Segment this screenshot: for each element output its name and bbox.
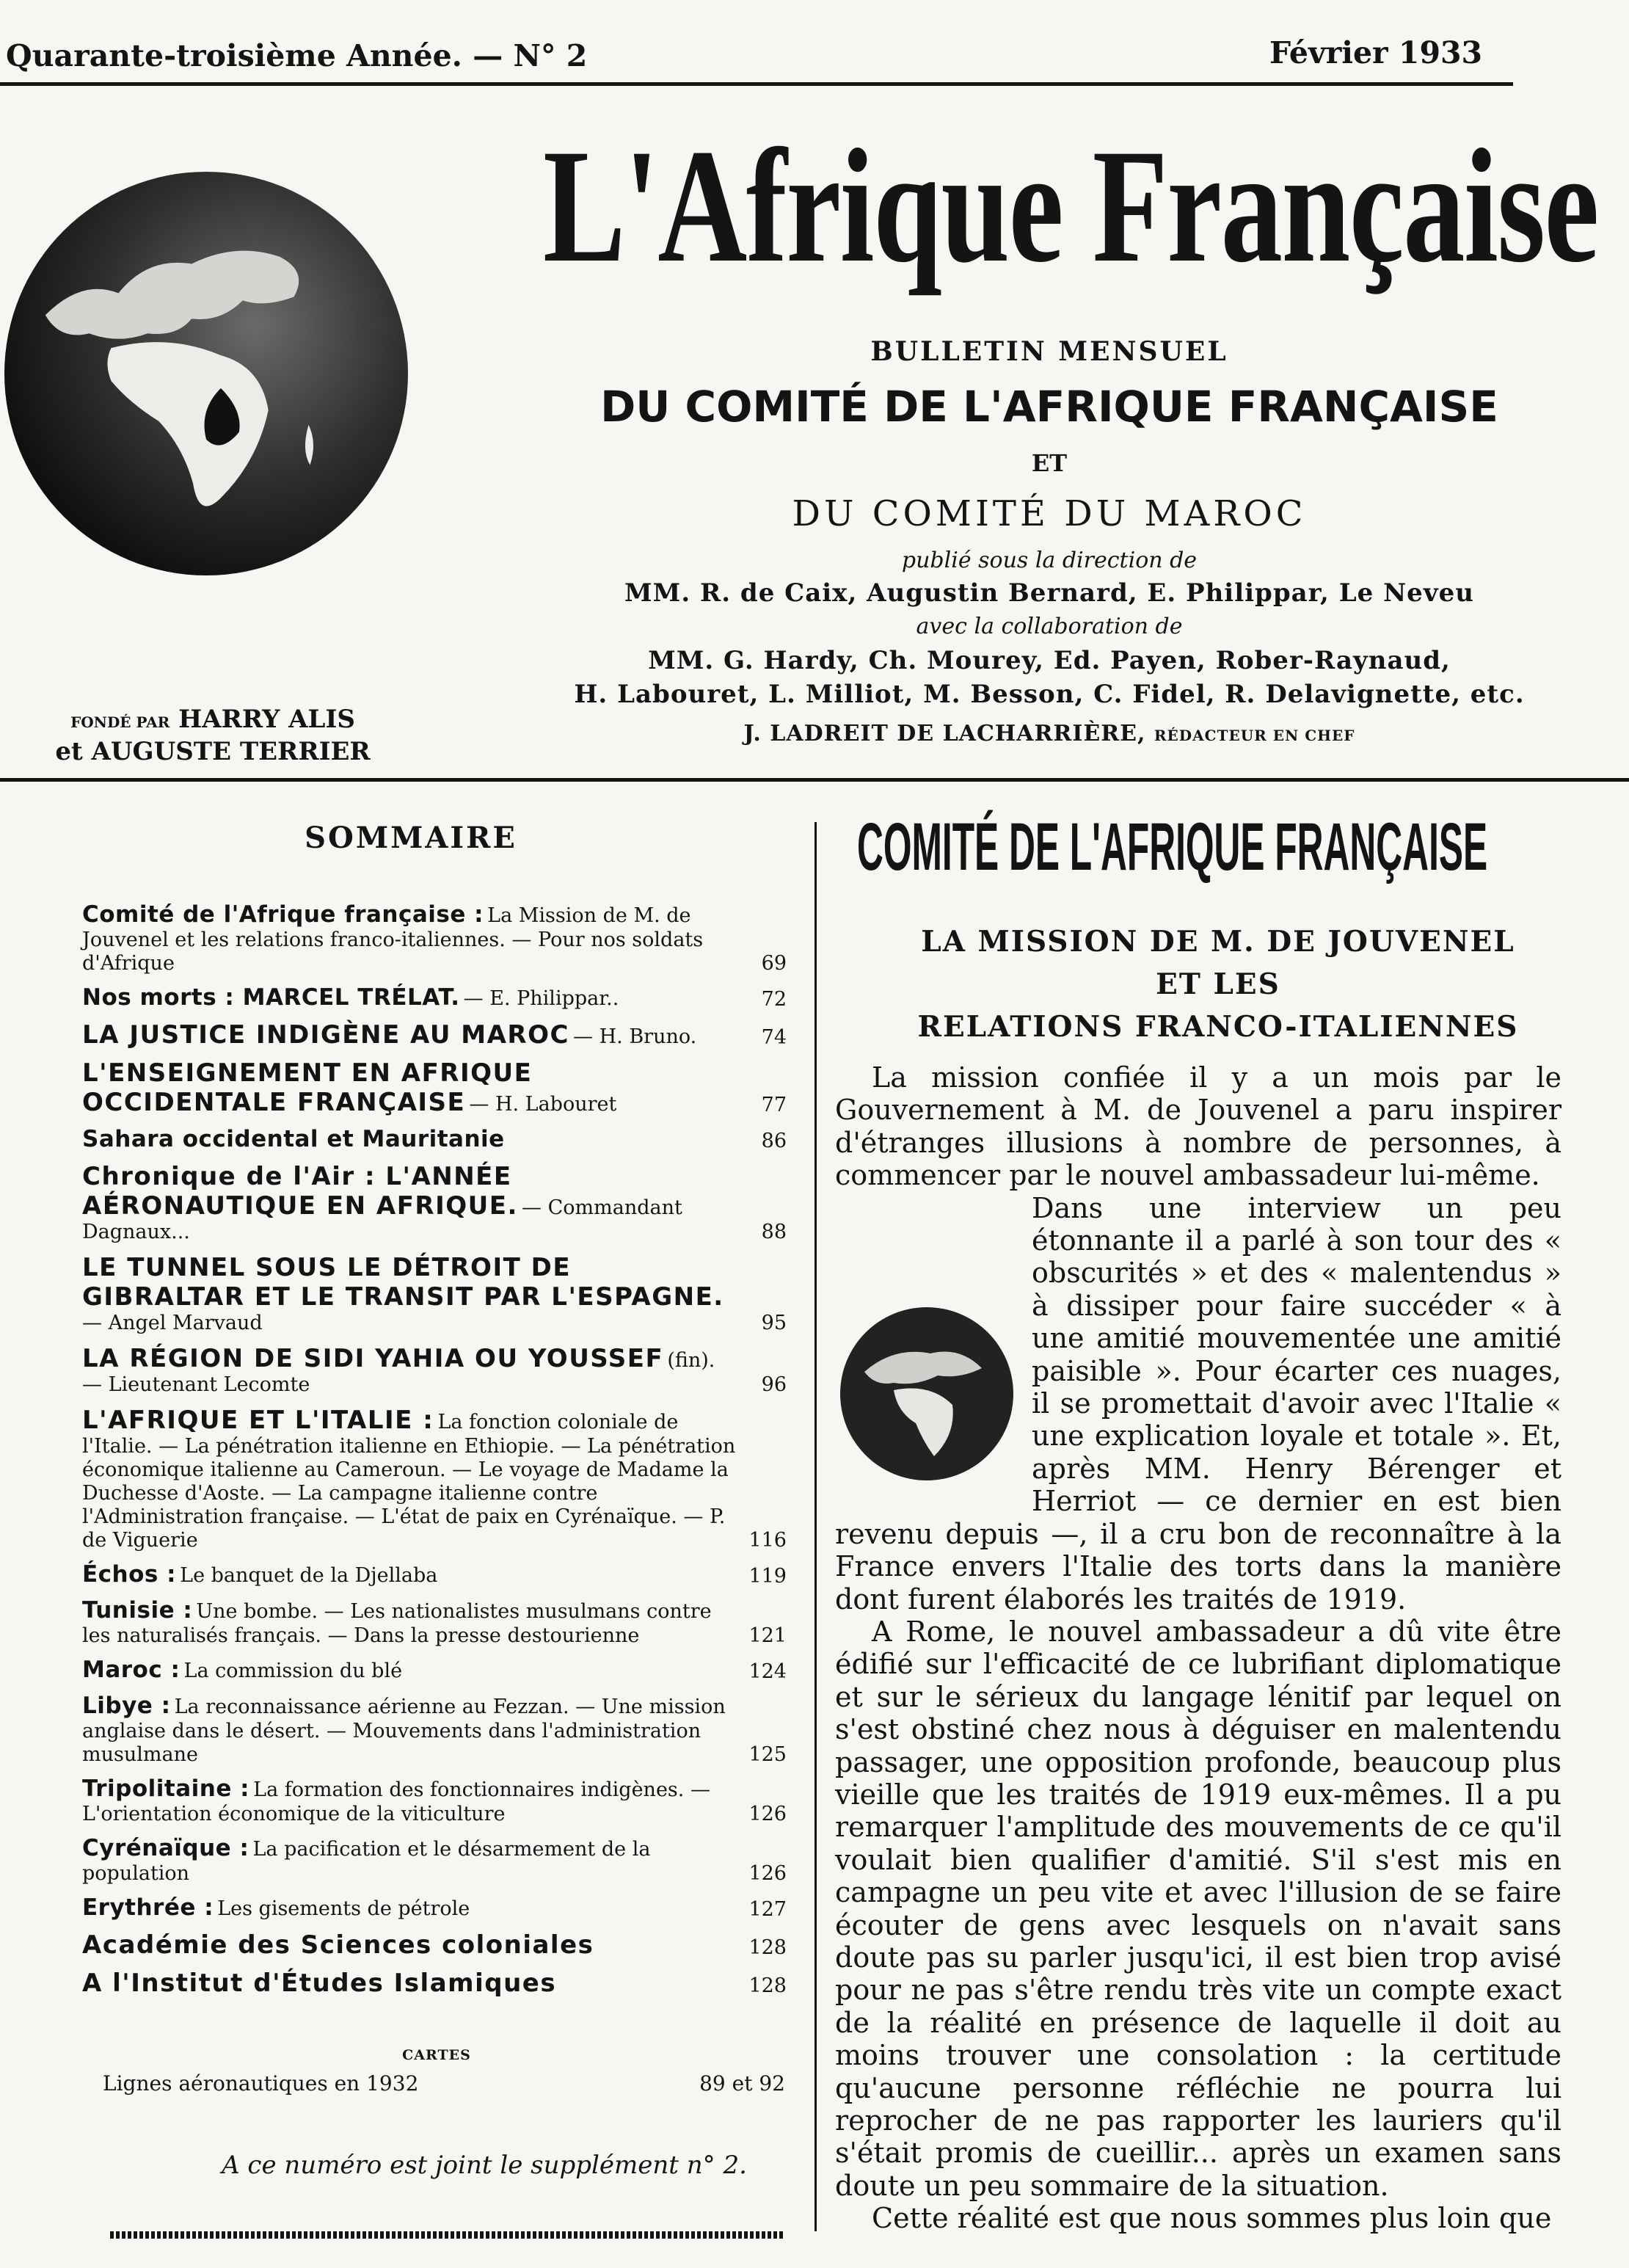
sommaire-entry-title: L'AFRIQUE ET L'ITALIE :: [82, 1406, 434, 1435]
sommaire-entry: [82, 901, 787, 975]
sommaire-entry-text: [82, 1775, 740, 1826]
sommaire-entry-page: 121: [748, 1624, 787, 1647]
cartes-pages: 89 et 92: [699, 2071, 785, 2096]
bulletin-subtitle: BULLETIN MENSUEL: [870, 336, 1228, 367]
sommaire-entry: [82, 1657, 787, 1684]
sommaire-entry: [82, 984, 787, 1011]
sommaire-entry-title: A l'Institut d'Études Islamiques: [82, 1969, 557, 1998]
collaborators-line-1: MM. G. Hardy, Ch. Mourey, Ed. Payen, Rober-Raynaud,: [648, 646, 1451, 675]
sommaire-entry-page: 124: [748, 1660, 787, 1683]
sommaire-entry-text: [82, 1597, 740, 1648]
sommaire-entry-text: [82, 1126, 740, 1153]
small-globe-illustration: [835, 1302, 1018, 1486]
sommaire-entry-description: — E. Philippar..: [463, 987, 619, 1010]
editor-line: [558, 721, 1541, 746]
sommaire-entry-text: [82, 1344, 740, 1397]
sommaire-entry-page: 88: [761, 1221, 787, 1243]
sommaire-entry-title: Chronique de l'Air : L'ANNÉE AÉRONAUTIQUE EN AFRIQUE.: [82, 1162, 518, 1221]
sommaire-entry-description: La commission du blé: [183, 1660, 403, 1682]
article-paragraph: [835, 1061, 1561, 1192]
sommaire-entry-title: L'ENSEIGNEMENT EN AFRIQUE OCCIDENTALE FRANÇAISE: [82, 1058, 533, 1117]
sommaire-entry-text: [82, 901, 740, 975]
sommaire-entry-text: [82, 1969, 740, 1998]
sommaire-entry-title: Libye :: [82, 1693, 171, 1719]
sommaire-entry-text: [82, 984, 740, 1011]
sommaire-entry-description: — Commandant Dagnaux...: [82, 1196, 682, 1243]
sommaire-entry-page: 74: [761, 1026, 787, 1049]
sommaire-entry-title: Tunisie :: [82, 1597, 193, 1624]
sommaire-entry-page: 128: [748, 1974, 787, 1997]
sommaire-entry: [82, 1058, 787, 1117]
sommaire-entry-description: (fin). — Lieutenant Lecomte: [82, 1349, 715, 1396]
sommaire-entry-page: 95: [761, 1312, 787, 1334]
sommaire-entry: [82, 1162, 787, 1244]
globe-illustration: [1, 169, 411, 578]
sommaire-title: SOMMAIRE: [305, 821, 517, 855]
sommaire-entry-page: 69: [761, 952, 787, 975]
sommaire-entry-page: 86: [761, 1130, 787, 1152]
sommaire-entry-text: [82, 1058, 740, 1117]
sommaire-entry-description: — H. Bruno.: [573, 1025, 697, 1048]
directors-line: MM. R. de Caix, Augustin Bernard, E. Philippar, Le Neveu: [624, 578, 1474, 608]
sommaire-entry-description: La fonction coloniale de l'Italie. — La pénétration italienne en Ethiopie. — La pénétration économique italienne au Cameroun. — Le voyage de Madame la Duchesse d'Aoste. — La campagne italienne contre l'Administration française. — L'état de paix en Cyrénaïque. — P. de Viguerie: [82, 1411, 736, 1552]
founded-prefix: FONDÉ PAR: [70, 713, 170, 731]
sommaire-entry-title: Maroc :: [82, 1657, 181, 1683]
editor-role: RÉDACTEUR EN CHEF: [1154, 727, 1355, 744]
masthead-rule: [0, 778, 1629, 782]
sommaire-list: [82, 901, 787, 2007]
sommaire-entry-page: 72: [761, 988, 787, 1011]
sommaire-entry-title: LA RÉGION DE SIDI YAHIA OU YOUSSEF: [82, 1344, 664, 1373]
sommaire-entry-description: La pacification et le désarmement de la population: [82, 1838, 651, 1885]
supplement-note: A ce numéro est joint le supplément n° 2.: [222, 2151, 747, 2180]
sommaire-entry-text: [82, 1162, 740, 1244]
issue-number: Quarante-troisième Année. — N° 2: [6, 38, 588, 73]
issue-date: Février 1933: [1269, 35, 1483, 70]
editor-name: J. LADREIT DE LACHARRIÈRE,: [743, 721, 1146, 746]
cartes-text: Lignes aéronautiques en 1932: [103, 2071, 419, 2096]
founders-line-2: et AUGUSTE TERRIER: [55, 737, 371, 766]
cartes-entry: [103, 2071, 785, 2096]
article-heading-3: RELATIONS FRANCO-ITALIENNES: [917, 1010, 1519, 1044]
section-title: COMITÉ DE L'AFRIQUE FRANÇAISE: [857, 810, 1488, 884]
collaborators-line-2: H. Labouret, L. Milliot, M. Besson, C. Fidel, R. Delavignette, etc.: [574, 680, 1525, 709]
sommaire-entry-description: Les gisements de pétrole: [217, 1897, 470, 1920]
sommaire-entry-title: Échos :: [82, 1561, 177, 1588]
sommaire-entry-text: [82, 1835, 740, 1886]
sommaire-entry-page: 96: [761, 1373, 787, 1396]
committee-afrique: DU COMITÉ DE L'AFRIQUE FRANÇAISE: [600, 382, 1498, 432]
sommaire-entry-title: Erythrée :: [82, 1894, 214, 1921]
sommaire-entry: [82, 1020, 787, 1050]
article-paragraph-continued: Dans une interview un peu étonnante il a parlé à son tour des « obscurités » et des « malentendus » à dissiper pour faire succéder « à une amitié mouvementée une amitié paisible ». Pour écarter ces nuages, il se promettait d'avoir avec l'Italie « une explication loyale et totale ». Et, après MM. Henry Bérenger et Herriot — ce dernier en est bien revenu depuis —, il a cru bon de reconnaître à la France envers l'Italie des torts dans la manière dont furent élaborés les traités de 1919.: [835, 1191, 1561, 1615]
sommaire-entry: [82, 1693, 787, 1767]
sommaire-entry-description: — Angel Marvaud: [82, 1312, 263, 1334]
bottom-rule: [110, 2231, 785, 2239]
sommaire-entry: [82, 1344, 787, 1397]
sommaire-entry-description: La Mission de M. de Jouvenel et les relations franco-italiennes. — Pour nos soldats d'Afrique: [82, 904, 704, 975]
sommaire-entry-page: 126: [748, 1862, 787, 1885]
sommaire-entry-description: La reconnaissance aérienne au Fezzan. — Une mission anglaise dans le désert. — Mouvements dans l'administration musulmane: [82, 1695, 726, 1766]
sommaire-entry-description: La formation des fonctionnaires indigènes. — L'orientation économique de la viticulture: [82, 1778, 710, 1825]
sommaire-entry-text: [82, 1657, 740, 1684]
article-heading-1: LA MISSION DE M. DE JOUVENEL: [921, 925, 1515, 959]
sommaire-entry-description: Le banquet de la Djellaba: [180, 1564, 438, 1587]
sommaire-entry-title: Tripolitaine :: [82, 1775, 250, 1802]
sommaire-entry-text: [82, 1693, 740, 1767]
sommaire-entry-page: 125: [748, 1743, 787, 1766]
top-rule: [0, 82, 1513, 86]
article-paragraph: A Rome, le nouvel ambassadeur a dû vite être édifié sur l'efficacité de ce lubrifiant diplomatique et sur le sérieux du langage lénitif par lequel on s'est obstiné chez nous à déguiser en malentendu passager, une opposition profonde, beaucoup plus vieille que les traités de 1919 eux-mêmes. Il a pu remarquer l'amplitude des mouvements de ce qu'il voulait bien qualifier d'amitié. S'il s'est mis en campagne un peu vite et avec l'illusion de se faire écouter de gens avec lesquels on n'avait sans doute pas su parler jusqu'ici, il est bien trop avisé pour ne pas s'être rendu très vite un compte exact de la réalité en présence de laquelle il doit au moins trouver une consolation : la certitude qu'aucune personne réfléchie ne pourra lui reprocher de ne pas rapporter les lauriers qu'il s'était promis de cueillir... après un examen sans doute un peu sommaire de la situation.: [835, 1615, 1561, 2202]
sommaire-entry-title: LA JUSTICE INDIGÈNE AU MAROC: [82, 1020, 569, 1050]
sommaire-entry-page: 127: [748, 1898, 787, 1921]
cartes-label: CARTES: [402, 2047, 471, 2063]
sommaire-entry: [82, 1930, 787, 1960]
committee-maroc: DU COMITÉ DU MAROC: [792, 493, 1307, 534]
article-heading-2: ET LES: [1156, 967, 1280, 1001]
sommaire-entry-text: [82, 1561, 740, 1588]
sommaire-entry-text: [82, 1253, 740, 1335]
sommaire-entry-page: 128: [748, 1936, 787, 1959]
sommaire-entry: [82, 1969, 787, 1998]
founded-line: [0, 705, 426, 734]
sommaire-entry-title: LE TUNNEL SOUS LE DÉTROIT DE GIBRALTAR ET LE TRANSIT PAR L'ESPAGNE.: [82, 1253, 724, 1312]
paragraph-intro: La mission confiée il y a un mois par le Gouvernement à M. de Jouvenel a paru inspirer d'étranges illusions à nombre de personnes, à commencer par le nouvel ambassadeur lui-même.: [835, 1061, 1561, 1192]
article-paragraph: Cette réalité est que nous sommes plus loin que: [872, 2202, 1552, 2235]
founder-name: HARRY ALIS: [178, 705, 355, 734]
sommaire-entry: [82, 1775, 787, 1826]
sommaire-entry-title: Sahara occidental et Mauritanie: [82, 1126, 505, 1152]
sommaire-entry-title: Cyrénaïque :: [82, 1835, 249, 1861]
sommaire-entry-page: 116: [748, 1529, 787, 1552]
sommaire-entry: [82, 1406, 787, 1552]
sommaire-entry-description: — H. Labouret: [469, 1093, 617, 1116]
collaboration-note: avec la collaboration de: [916, 614, 1183, 639]
sommaire-entry: [82, 1126, 787, 1153]
sommaire-entry-page: 126: [748, 1803, 787, 1825]
sommaire-entry-page: 77: [761, 1094, 787, 1116]
sommaire-entry-page: 119: [748, 1565, 787, 1588]
sommaire-entry-text: [82, 1930, 740, 1960]
sommaire-entry-description: Une bombe. — Les nationalistes musulmans contre les naturalisés français. — Dans la presse destourienne: [82, 1600, 712, 1647]
article-body: [835, 1061, 1561, 2235]
sommaire-entry: [82, 1894, 787, 1922]
column-divider: [815, 822, 817, 2231]
sommaire-entry: [82, 1597, 787, 1648]
sommaire-entry: [82, 1561, 787, 1588]
sommaire-entry-title: Nos morts : MARCEL TRÉLAT.: [82, 984, 460, 1011]
sommaire-entry: [82, 1835, 787, 1886]
sommaire-entry-text: [82, 1406, 740, 1552]
sommaire-entry-title: Académie des Sciences coloniales: [82, 1930, 594, 1960]
committee-conjunction: ET: [1031, 449, 1068, 477]
sommaire-entry: [82, 1253, 787, 1335]
sommaire-entry-text: [82, 1020, 740, 1050]
masthead-title: L'Afrique Française: [543, 116, 1598, 297]
sommaire-entry-title: Comité de l'Afrique française :: [82, 901, 484, 928]
published-note: publié sous la direction de: [901, 548, 1198, 573]
sommaire-entry-text: [82, 1894, 740, 1922]
